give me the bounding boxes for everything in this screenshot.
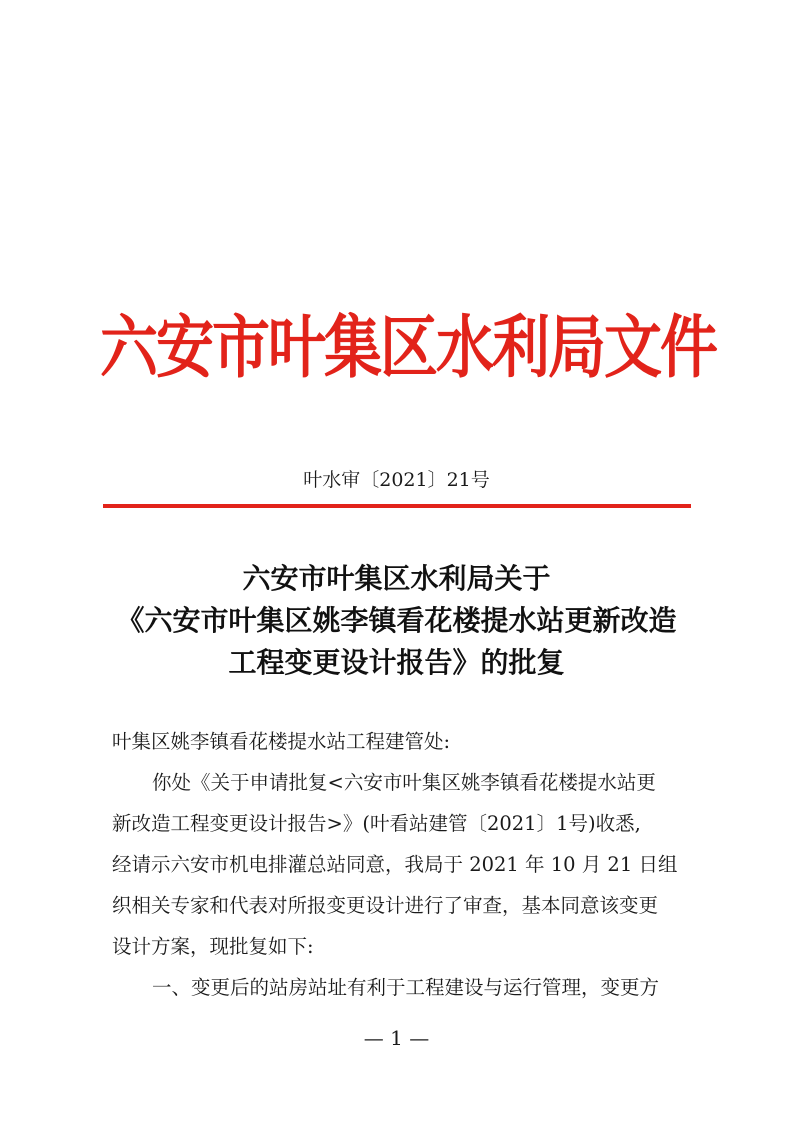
paragraph-line: 你处《关于申请批复<六安市叶集区姚李镇看花楼提水站更 bbox=[152, 771, 656, 794]
title-line: 《六安市叶集区姚李镇看花楼提水站更新改造 bbox=[116, 604, 677, 637]
title-line: 六安市叶集区水利局关于 bbox=[242, 562, 551, 595]
title-line: 工程变更设计报告》的批复 bbox=[228, 646, 565, 679]
paragraph-line: 设计方案，现批复如下: bbox=[112, 935, 314, 958]
paragraph-line: 织相关专家和代表对所报变更设计进行了审查，基本同意该变更 bbox=[112, 894, 659, 917]
red-divider-rule bbox=[103, 504, 691, 508]
salutation: 叶集区姚李镇看花楼提水站工程建管处: bbox=[112, 730, 451, 753]
masthead-title: 六安市叶集区水利局文件 bbox=[100, 307, 717, 388]
paragraph-line: 经请示六安市机电排灌总站同意，我局于 2021 年 10 月 21 日组 bbox=[112, 853, 678, 876]
document-body bbox=[112, 721, 702, 1008]
page-number: — 1 — bbox=[363, 1026, 430, 1050]
document-title bbox=[60, 558, 733, 684]
document-number: 叶水审〔2021〕21号 bbox=[303, 469, 490, 491]
paragraph-line: 新改造工程变更设计报告>》(叶看站建管〔2021〕1号)收悉, bbox=[112, 812, 641, 835]
paragraph-line: 一、变更后的站房站址有利于工程建设与运行管理，变更方 bbox=[152, 976, 660, 999]
